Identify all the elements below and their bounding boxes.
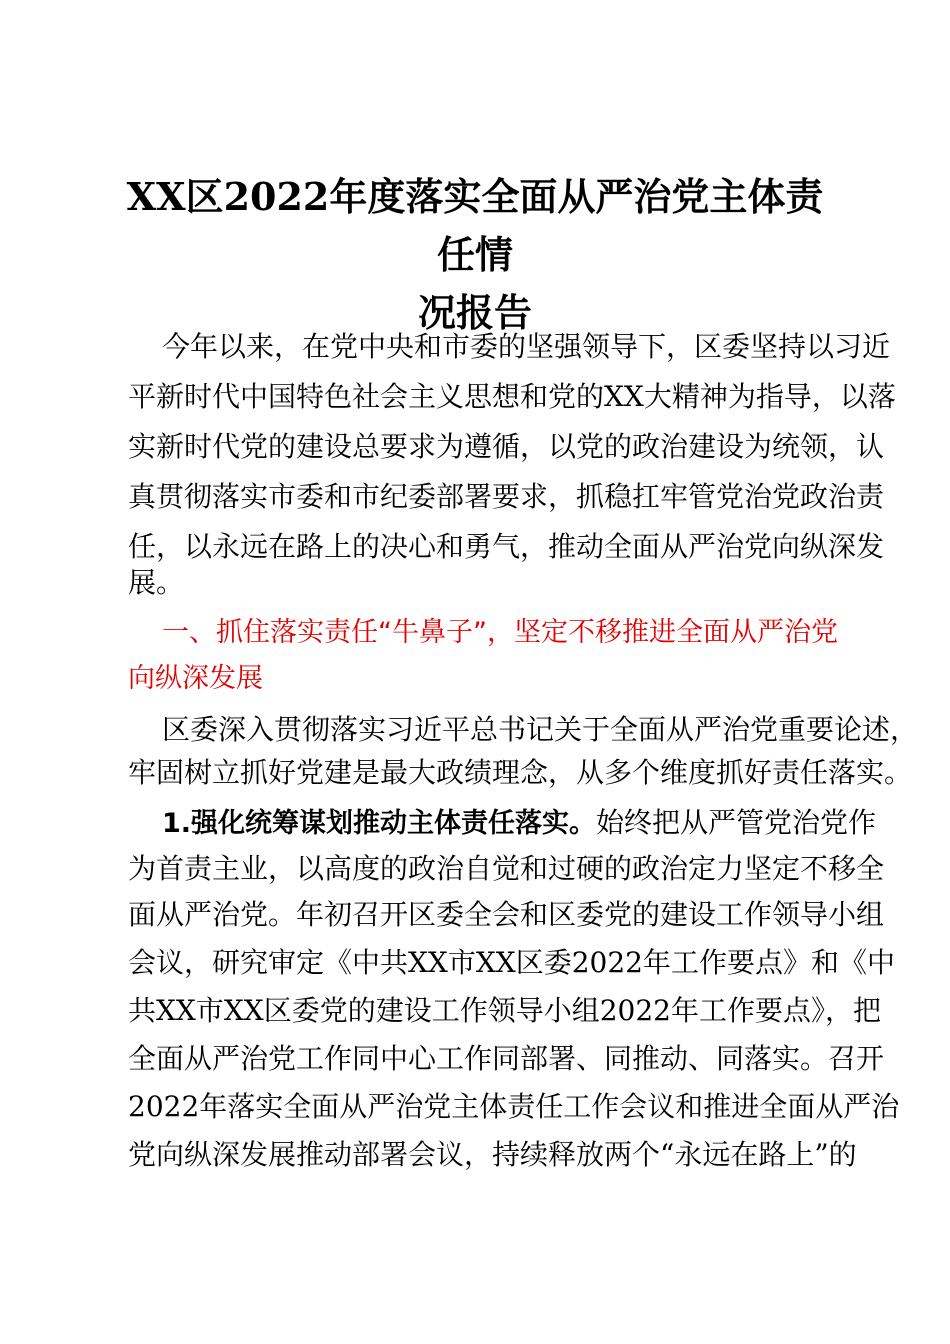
item-line: 面从严治党。年初召开区委全会和区委党的建设工作领导小组 <box>128 898 885 931</box>
title-line-2: 况报告 <box>417 290 532 335</box>
intro-line: 展。 <box>128 566 185 599</box>
intro-line: 任，以永远在路上的决心和勇气，推动全面从严治党向纵深发 <box>128 530 885 563</box>
item-first-line <box>162 798 877 848</box>
document-title <box>110 168 840 342</box>
section-intro-line: 区委深入贯彻落实习近平总书记关于全面从严治党重要论述， <box>162 713 919 746</box>
item-first-rest: 始终把从严管党治党作 <box>596 806 877 839</box>
item-line: 2022年落实全面从严治党主体责任工作会议和推进全面从严治 <box>128 1090 900 1123</box>
intro-line: 平新时代中国特色社会主义思想和党的XX大精神为指导，以落 <box>128 380 896 413</box>
item-line: 党向纵深发展推动部署会议，持续释放两个“永远在路上”的 <box>128 1138 857 1171</box>
item-line: 会议，研究审定《中共XX市XX区委2022年工作要点》和《中 <box>128 946 895 979</box>
section-heading-line: 一、抓住落实责任“牛鼻子”，坚定不移推进全面从严治党 <box>162 617 838 648</box>
intro-line: 真贯彻落实市委和市纪委部署要求，抓稳扛牢管党治党政治责 <box>128 480 885 513</box>
section-intro-line: 牢固树立抓好党建是最大政绩理念，从多个维度抓好责任落实。 <box>128 756 913 789</box>
title-line-1: XX区2022年度落实全面从严治党主体责任情 <box>126 174 824 277</box>
intro-line: 实新时代党的建设总要求为遵循，以党的政治建设为统领，认 <box>128 430 885 463</box>
item-line: 全面从严治党工作同中心工作同部署、同推动、同落实。召开 <box>128 1042 885 1075</box>
section-heading-line: 向纵深发展 <box>128 663 263 694</box>
item-line: 共XX市XX区委党的建设工作领导小组2022年工作要点》，把 <box>128 994 881 1027</box>
intro-line: 今年以来，在党中央和市委的坚强领导下，区委坚持以习近 <box>162 330 891 363</box>
item-line: 为首责主业，以高度的政治自觉和过硬的政治定力坚定不移全 <box>128 852 885 885</box>
item-lead: 1.强化统筹谋划推动主体责任落实。 <box>162 808 597 839</box>
